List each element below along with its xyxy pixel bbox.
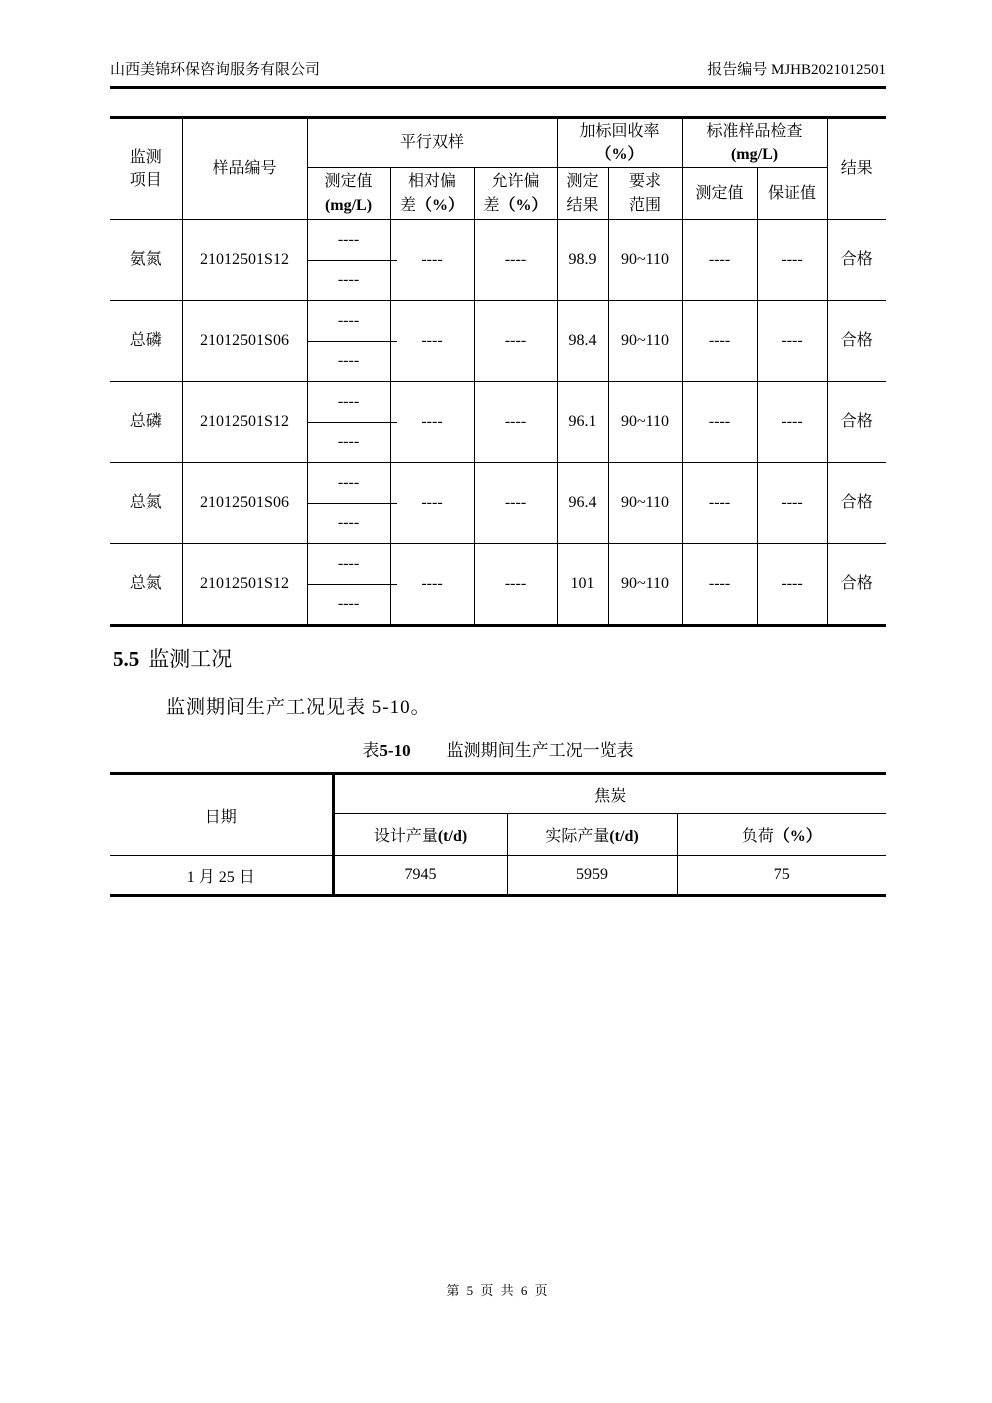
page-footer: 第 5 页 共 6 页 xyxy=(446,1283,550,1298)
cell-measured-2: ---- xyxy=(337,433,360,451)
header-monitor-item: 监测 项目 xyxy=(110,118,182,220)
cell-range: 90~110 xyxy=(608,463,682,544)
header-spike-recovery: 加标回收率 （%） xyxy=(557,118,682,168)
cell-recovery: 98.9 xyxy=(557,220,608,301)
caption-title: 监测期间生产工况一览表 xyxy=(446,741,634,760)
cell-recovery: 98.4 xyxy=(557,301,608,382)
cell-recovery: 101 xyxy=(557,544,608,626)
cell-std-measured: ---- xyxy=(682,220,757,301)
cell-relative-deviation: ---- xyxy=(390,301,474,382)
table-caption xyxy=(110,736,886,761)
cell-allowed-deviation: ---- xyxy=(474,301,557,382)
header-measured-value: 测定值 (mg/L) xyxy=(307,168,390,220)
cell-recovery: 96.4 xyxy=(557,463,608,544)
cell-std-measured: ---- xyxy=(682,463,757,544)
header-actual-output: 实际产量(t/d) xyxy=(507,814,677,856)
split-divider xyxy=(308,503,397,504)
cell-relative-deviation: ---- xyxy=(390,382,474,463)
cell-sample-id: 21012501S06 xyxy=(182,463,307,544)
cell-actual-output: 5959 xyxy=(507,856,677,896)
cell-std-guaranteed: ---- xyxy=(757,544,827,626)
cell-item: 总磷 xyxy=(110,382,182,463)
cell-result: 合格 xyxy=(827,301,886,382)
cell-result: 合格 xyxy=(827,463,886,544)
section-heading xyxy=(110,643,886,673)
cell-measured-2: ---- xyxy=(337,271,360,289)
qc-results-table xyxy=(110,116,886,627)
cell-std-guaranteed: ---- xyxy=(757,301,827,382)
report-number: 报告编号 MJHB2021012501 xyxy=(707,62,886,78)
header-parallel-samples: 平行双样 xyxy=(307,118,557,168)
section-number: 5.5 xyxy=(113,647,140,671)
cell-measured-pair xyxy=(307,463,390,544)
cell-relative-deviation: ---- xyxy=(390,463,474,544)
cell-std-measured: ---- xyxy=(682,301,757,382)
body-paragraph: 监测期间生产工况见表 5-10。 xyxy=(166,697,431,718)
cell-sample-id: 21012501S06 xyxy=(182,301,307,382)
header-product-coke: 焦炭 xyxy=(333,774,886,814)
cell-sample-id: 21012501S12 xyxy=(182,382,307,463)
cell-recovery: 96.1 xyxy=(557,382,608,463)
caption-number: 5-10 xyxy=(379,741,411,760)
table-row xyxy=(110,463,886,544)
cell-measured-1: ---- xyxy=(337,231,360,249)
cell-load: 75 xyxy=(677,856,886,896)
cell-range: 90~110 xyxy=(608,301,682,382)
header-date: 日期 xyxy=(110,774,333,856)
cell-item: 总氮 xyxy=(110,463,182,544)
cell-allowed-deviation: ---- xyxy=(474,544,557,626)
cell-measured-pair xyxy=(307,301,390,382)
header-load: 负荷（%） xyxy=(677,814,886,856)
cell-sample-id: 21012501S12 xyxy=(182,544,307,626)
header-relative-deviation: 相对偏 差（%） xyxy=(390,168,474,220)
cell-measured-2: ---- xyxy=(337,595,360,613)
company-name: 山西美锦环保咨询服务有限公司 xyxy=(110,62,321,78)
cell-measured-1: ---- xyxy=(337,474,360,492)
cell-item: 氨氮 xyxy=(110,220,182,301)
cell-measured-1: ---- xyxy=(337,555,360,573)
cell-result: 合格 xyxy=(827,220,886,301)
header-std-guaranteed: 保证值 xyxy=(757,168,827,220)
cell-result: 合格 xyxy=(827,544,886,626)
cell-range: 90~110 xyxy=(608,220,682,301)
cell-std-guaranteed: ---- xyxy=(757,220,827,301)
cell-allowed-deviation: ---- xyxy=(474,463,557,544)
header-std-measured: 测定值 xyxy=(682,168,757,220)
cell-allowed-deviation: ---- xyxy=(474,220,557,301)
cell-measured-pair xyxy=(307,382,390,463)
cell-allowed-deviation: ---- xyxy=(474,382,557,463)
split-divider xyxy=(308,422,397,423)
header-allowed-deviation: 允许偏 差（%） xyxy=(474,168,557,220)
cell-measured-1: ---- xyxy=(337,312,360,330)
cell-std-measured: ---- xyxy=(682,544,757,626)
header-result: 结果 xyxy=(827,118,886,220)
caption-prefix: 表 xyxy=(362,741,380,760)
table-row xyxy=(110,220,886,301)
header-determination-result: 测定 结果 xyxy=(557,168,608,220)
cell-std-guaranteed: ---- xyxy=(757,382,827,463)
production-status-table xyxy=(110,772,886,897)
split-divider xyxy=(308,584,397,585)
table-row xyxy=(110,382,886,463)
cell-measured-1: ---- xyxy=(337,393,360,411)
cell-date: 1 月 25 日 xyxy=(110,856,333,896)
cell-relative-deviation: ---- xyxy=(390,544,474,626)
cell-measured-2: ---- xyxy=(337,352,360,370)
cell-std-measured: ---- xyxy=(682,382,757,463)
header-standard-sample-check: 标准样品检查 (mg/L) xyxy=(682,118,827,168)
table-row xyxy=(110,301,886,382)
cell-item: 总氮 xyxy=(110,544,182,626)
section-title: 监测工况 xyxy=(148,647,233,671)
header-design-output: 设计产量(t/d) xyxy=(333,814,507,856)
cell-range: 90~110 xyxy=(608,382,682,463)
cell-result: 合格 xyxy=(827,382,886,463)
cell-measured-pair xyxy=(307,220,390,301)
cell-sample-id: 21012501S12 xyxy=(182,220,307,301)
cell-measured-pair xyxy=(307,544,390,626)
cell-std-guaranteed: ---- xyxy=(757,463,827,544)
split-divider xyxy=(308,260,397,261)
cell-item: 总磷 xyxy=(110,301,182,382)
table-row xyxy=(110,544,886,626)
cell-measured-2: ---- xyxy=(337,514,360,532)
page-header xyxy=(110,58,886,89)
table-row xyxy=(110,856,886,896)
cell-relative-deviation: ---- xyxy=(390,220,474,301)
header-required-range: 要求 范围 xyxy=(608,168,682,220)
header-sample-id: 样品编号 xyxy=(182,118,307,220)
split-divider xyxy=(308,341,397,342)
cell-range: 90~110 xyxy=(608,544,682,626)
cell-design-output: 7945 xyxy=(333,856,507,896)
